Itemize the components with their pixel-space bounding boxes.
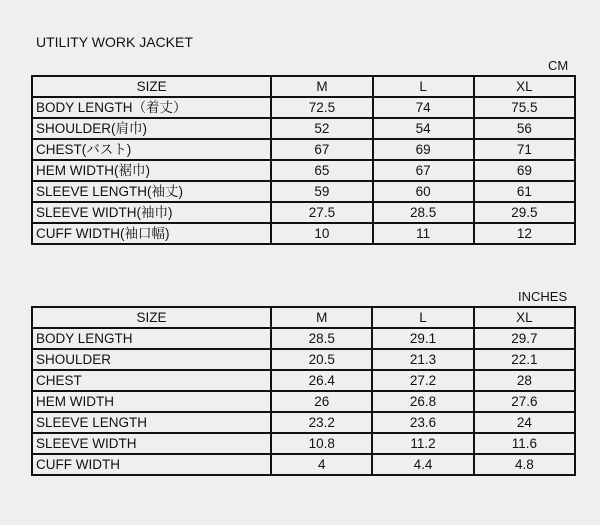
size-value-cell: 72.5 (271, 97, 372, 118)
column-header: XL (474, 307, 575, 328)
column-header: L (373, 76, 474, 97)
table-row (32, 454, 575, 475)
table-row (32, 412, 575, 433)
measurement-label: CUFF WIDTH (32, 454, 271, 475)
size-value-cell: 12 (474, 223, 575, 244)
size-value-cell: 27.2 (372, 370, 473, 391)
measurement-label: CUFF WIDTH(袖口幅) (32, 223, 271, 244)
size-value-cell: 54 (373, 118, 474, 139)
size-value-cell: 11.2 (372, 433, 473, 454)
measurement-label: BODY LENGTH（着丈） (32, 97, 271, 118)
size-value-cell: 26.8 (372, 391, 473, 412)
measurement-label: SLEEVE WIDTH (32, 433, 271, 454)
table-row (32, 181, 575, 202)
unit-label-inches: INCHES (518, 289, 568, 304)
unit-label-cm: CM (548, 58, 569, 73)
size-value-cell: 20.5 (271, 349, 372, 370)
table-row (32, 223, 575, 244)
size-table-cm (31, 75, 576, 245)
measurement-label: SLEEVE WIDTH(袖巾) (32, 202, 271, 223)
measurement-label: SLEEVE LENGTH(袖丈) (32, 181, 271, 202)
size-value-cell: 60 (373, 181, 474, 202)
size-value-cell: 10.8 (271, 433, 372, 454)
table-row (32, 328, 575, 349)
size-value-cell: 23.6 (372, 412, 473, 433)
table-row (32, 160, 575, 181)
size-value-cell: 22.1 (474, 349, 575, 370)
size-value-cell: 61 (474, 181, 575, 202)
measurement-label: BODY LENGTH (32, 328, 271, 349)
size-value-cell: 29.5 (474, 202, 575, 223)
size-value-cell: 71 (474, 139, 575, 160)
size-value-cell: 23.2 (271, 412, 372, 433)
table-row (32, 349, 575, 370)
column-header: SIZE (32, 76, 271, 97)
size-value-cell: 69 (474, 160, 575, 181)
size-value-cell: 4 (271, 454, 372, 475)
size-value-cell: 28 (474, 370, 575, 391)
size-value-cell: 11.6 (474, 433, 575, 454)
measurement-label: CHEST(バスト) (32, 139, 271, 160)
size-value-cell: 29.1 (372, 328, 473, 349)
size-value-cell: 24 (474, 412, 575, 433)
table-row (32, 202, 575, 223)
size-value-cell: 26.4 (271, 370, 372, 391)
measurement-label: SLEEVE LENGTH (32, 412, 271, 433)
page-title: UTILITY WORK JACKET (36, 34, 193, 50)
size-value-cell: 59 (271, 181, 372, 202)
size-value-cell: 75.5 (474, 97, 575, 118)
header-row (32, 307, 575, 328)
size-value-cell: 69 (373, 139, 474, 160)
column-header: M (271, 76, 372, 97)
size-value-cell: 29.7 (474, 328, 575, 349)
size-value-cell: 65 (271, 160, 372, 181)
measurement-label: SHOULDER (32, 349, 271, 370)
size-value-cell: 11 (373, 223, 474, 244)
column-header: SIZE (32, 307, 271, 328)
measurement-label: CHEST (32, 370, 271, 391)
size-value-cell: 10 (271, 223, 372, 244)
table-row (32, 139, 575, 160)
column-header: M (271, 307, 372, 328)
size-value-cell: 67 (271, 139, 372, 160)
size-value-cell: 28.5 (271, 328, 372, 349)
size-value-cell: 27.6 (474, 391, 575, 412)
size-table-inches (31, 306, 576, 476)
size-value-cell: 4.4 (372, 454, 473, 475)
measurement-label: SHOULDER(肩巾) (32, 118, 271, 139)
size-value-cell: 56 (474, 118, 575, 139)
table-row (32, 118, 575, 139)
column-header: XL (474, 76, 575, 97)
size-value-cell: 67 (373, 160, 474, 181)
size-value-cell: 4.8 (474, 454, 575, 475)
size-value-cell: 21.3 (372, 349, 473, 370)
table-row (32, 433, 575, 454)
column-header: L (372, 307, 473, 328)
table-row (32, 391, 575, 412)
measurement-label: HEM WIDTH (32, 391, 271, 412)
size-value-cell: 52 (271, 118, 372, 139)
size-value-cell: 27.5 (271, 202, 372, 223)
measurement-label: HEM WIDTH(裾巾) (32, 160, 271, 181)
table-row (32, 97, 575, 118)
size-value-cell: 74 (373, 97, 474, 118)
size-value-cell: 28.5 (373, 202, 474, 223)
size-value-cell: 26 (271, 391, 372, 412)
table-row (32, 370, 575, 391)
header-row (32, 76, 575, 97)
